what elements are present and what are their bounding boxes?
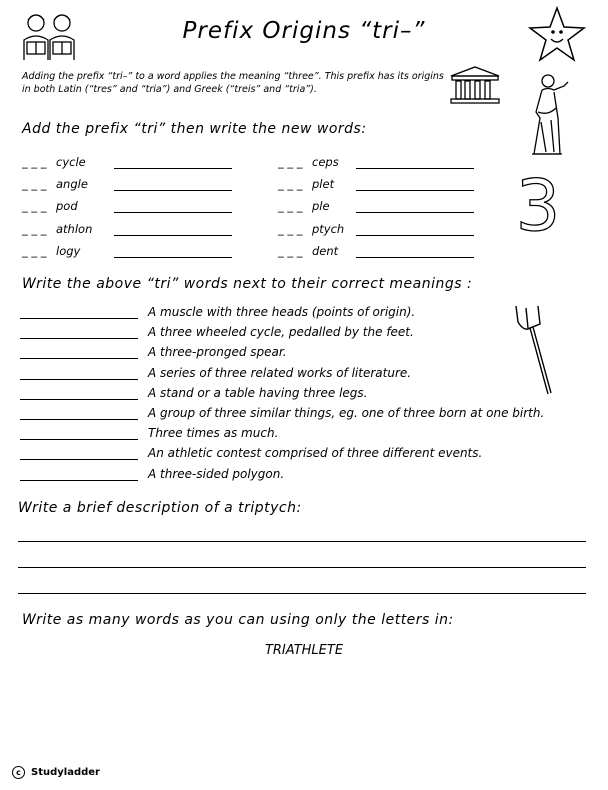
meaning-text: A series of three related works of literature. [148, 366, 412, 380]
meaning-text: Three times as much. [148, 426, 279, 440]
number-three-glyph: 3 [515, 172, 561, 236]
section-meanings-heading: Write the above “tri” words next to their correct meanings : [22, 276, 473, 292]
answer-line[interactable] [114, 257, 232, 258]
number-three-icon [510, 172, 566, 236]
answer-line[interactable] [356, 212, 474, 213]
answer-line[interactable] [114, 235, 232, 236]
greek-figure-icon [524, 72, 574, 160]
section-triptych-heading: Write a brief description of a triptych: [18, 500, 302, 516]
prefix-stem: ptych [312, 222, 345, 236]
meaning-text: An athletic contest comprised of three different events. [148, 446, 483, 460]
section-add-prefix-heading: Add the prefix “tri” then write the new words: [22, 121, 367, 137]
meaning-answer-line[interactable] [20, 358, 138, 359]
trident-icon [506, 302, 554, 398]
prefix-blank: _ _ _ [278, 199, 303, 213]
page-title: Prefix Origins “tri–” [182, 18, 426, 44]
description-line[interactable] [18, 593, 586, 594]
prefix-blank: _ _ _ [278, 222, 303, 236]
answer-line[interactable] [114, 168, 232, 169]
answer-line[interactable] [114, 190, 232, 191]
meaning-answer-line[interactable] [20, 439, 138, 440]
prefix-stem: ceps [312, 155, 339, 169]
meaning-answer-line[interactable] [20, 399, 138, 400]
meaning-answer-line[interactable] [20, 379, 138, 380]
prefix-stem: angle [56, 177, 88, 191]
meaning-text: A muscle with three heads (points of origin). [148, 305, 416, 319]
prefix-blank: _ _ _ [22, 155, 47, 169]
answer-line[interactable] [356, 257, 474, 258]
answer-line[interactable] [356, 168, 474, 169]
prefix-blank: _ _ _ [22, 199, 47, 213]
meaning-answer-line[interactable] [20, 419, 138, 420]
prefix-blank: _ _ _ [22, 222, 47, 236]
meaning-text: A group of three similar things, eg. one of three born at one birth. [148, 406, 545, 420]
intro-text: Adding the prefix “tri–” to a word applies the meaning “three”. This prefix has its origins in both Latin (“tres” and “tria”) and Greek (“treis” and “tria”). [22, 71, 444, 95]
prefix-stem: pod [56, 199, 78, 213]
meaning-text: A three-pronged spear. [148, 345, 287, 359]
description-line[interactable] [18, 541, 586, 542]
kids-reading-icon [18, 8, 80, 64]
meaning-text: A three wheeled cycle, pedalled by the feet. [148, 325, 414, 339]
prefix-blank: _ _ _ [278, 155, 303, 169]
meaning-answer-line[interactable] [20, 318, 138, 319]
brand-name: Studyladder [31, 767, 100, 778]
section-word-builder-heading: Write as many words as you can using only the letters in: [22, 612, 454, 628]
prefix-blank: _ _ _ [22, 177, 47, 191]
prefix-stem: athlon [56, 222, 93, 236]
footer-brand [12, 766, 100, 779]
answer-line[interactable] [114, 212, 232, 213]
meaning-answer-line[interactable] [20, 459, 138, 460]
meaning-text: A three-sided polygon. [148, 467, 285, 481]
prefix-stem: plet [312, 177, 335, 191]
prefix-stem: ple [312, 199, 330, 213]
copyright-icon: c [12, 766, 25, 779]
prefix-blank: _ _ _ [278, 177, 303, 191]
prefix-blank: _ _ _ [278, 244, 303, 258]
description-line[interactable] [18, 567, 586, 568]
meaning-answer-line[interactable] [20, 338, 138, 339]
meaning-text: A stand or a table having three legs. [148, 386, 368, 400]
prefix-blank: _ _ _ [22, 244, 47, 258]
answer-line[interactable] [356, 190, 474, 191]
target-word: TRIATHLETE [264, 643, 344, 658]
prefix-stem: cycle [56, 155, 86, 169]
smiling-star-icon [528, 6, 586, 64]
prefix-stem: logy [56, 244, 81, 258]
meaning-answer-line[interactable] [20, 480, 138, 481]
greek-temple-icon [448, 64, 502, 106]
answer-line[interactable] [356, 235, 474, 236]
prefix-stem: dent [312, 244, 339, 258]
